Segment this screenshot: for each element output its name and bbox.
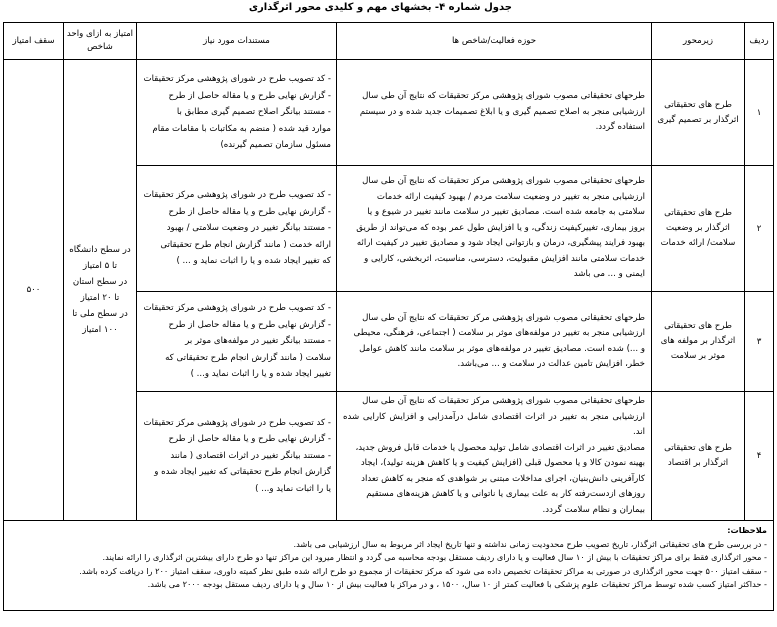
score-line: تا ۲۰ امتیاز [80,293,120,303]
docs-line: مسئول سازمان تصمیم گیرنده) [220,140,331,151]
docs-line: - مستند بیانگر تغییر در اثرات اقتصادی ( مانند [170,450,331,461]
area-line: خدمات سلامتی مانند افزایش مقبولیت، دسترسی، مناسبت، اثربخشی، کارایی و [364,253,645,264]
area-line: ارزشیابی منجر به اصلاح تصمیم گیری و یا ابلاغ تصمیمات جدید شده و در سیستم [359,106,645,117]
docs-line: گزارش انجام طرح تحقیقاتی که تغییر ایجاد شده و [154,467,331,478]
docs-line: - گزارش نهایی طرح و یا مقاله حاصل از طرح [168,319,331,330]
area-line: بهینه نمودن کالا و یا محصول قبلی (افزایش کیفیت و یا کاهش هزینه تولید)، ایجاد [360,458,645,468]
area-line: بروز بیماری، تغییرکیفیت زندگی، و یا افزایش طول عمر بوده که می‌تواند از طریق [356,222,645,233]
sub-axis-cell: طرح های تحقیقاتی اثرگذار بر اقتصاد [652,392,745,521]
docs-line: - کد تصویب طرح در شورای پژوهشی مرکز تحقیقات [143,74,331,85]
note-item: - محور اثرگذاری فقط برای مراکز تحقیقات با بیش از ۱۰ سال فعالیت و یا دارای ردیف مستقل بودجه محاسبه می گردد و انتظار میرود این مراکز تنها دو طرح دارای بیشترین اثرگذاری را ارائه نمایند. [102,552,767,563]
row-number: ۱ [745,60,774,166]
docs-line: - مستند بیانگر تغییر در مولفه‌های موثر بر [185,336,331,347]
docs-line: - کد تصویب طرح در شورای پژوهشی مرکز تحقیقات [143,190,331,201]
area-line: سلامتی به جامعه شده است. مصادیق تغییر در سلامت مانند تغییر در شیوع و یا [367,207,645,218]
sub-axis-cell: طرح های تحقیقاتی اثرگذار بر مولفه های موثر بر سلامت [652,292,745,392]
area-line: و ...) شده است. مصادیق تغییر در مولفه‌های موثر بر سلامت مانند کاهش عوامل [359,343,645,354]
docs-line: - کد تصویب طرح در شورای پژوهشی مرکز تحقیقات [143,417,331,428]
row-number: ۲ [745,166,774,292]
table-row [4,60,774,166]
area-line: بهبود فرایند پیشگیری، درمان و بازتوانی ایجاد شود و مصادیق تغییر در کیفیت ارائه [356,238,645,249]
row-number: ۴ [745,392,774,521]
header-sub-axis: زیرمحور [652,23,745,60]
row-number: ۳ [745,292,774,392]
area-line: ارزشیابی منجر به تغییر در مولفه‌های موثر بر سلامت ( اجتماعی، فرهنگی، محیطی [353,328,645,338]
area-line: ارزشیابی منجر به تغییر در وضعیت سلامت مردم / بهبود کیفیت ارائه خدمات [376,191,645,202]
required-docs-cell [137,166,337,292]
docs-line: - مستند بیانگر اصلاح تصمیم گیری مطابق با [176,107,331,118]
score-line: در سطح دانشگاه [69,245,131,255]
criteria-table [3,22,774,611]
docs-line: تغییر ایجاد شده و یا را اثبات نماید و... ) [190,369,331,380]
notes-cell [4,521,774,611]
area-line: خطر، افزایش تامین عدالت در سلامت و ... می‌باشد. [457,359,645,369]
area-line: طرحهای تحقیقاتی مصوب شورای پژوهشی مرکز تحقیقات که نتایج آن طی سال [362,91,645,102]
sub-axis-cell: طرح های تحقیقاتی اثرگذار بر وضعیت سلامت/ ارائه خدمات [652,166,745,292]
docs-line: ارائه خدمت ( مانند گزارش انجام طرح تحقیقاتی [160,239,331,250]
docs-line: موارد قید شده ( منضم به مکاتبات با مقامات مقام [152,123,331,134]
docs-line: سلامت ( مانند گزارش انجام طرح تحقیقاتی که [165,352,331,363]
table-title: جدول شماره ۴- بخشهای مهم و کلیدی محور اثرگذاری [248,2,512,13]
score-line: در سطح ملی تا [72,309,128,319]
docs-line: - کد تصویب طرح در شورای پژوهشی مرکز تحقیقات [143,303,331,314]
docs-line: که تغییر ایجاد شده و یا را اثبات نماید و ... ) [176,256,331,267]
header-row-number: ردیف [745,23,774,60]
note-item: - سقف امتیاز ۵۰۰ جهت محور اثرگذاری در صورتی به مراکز تحقیقات تخصیص داده می شود که مرکز تحقیقات از مجموع دو طرح ارائه شده طبق نظر کمیته داوری، سقف امتیاز ۲۰۰ را دریافت کرده باشد. [79,565,767,576]
area-line: بیماران و نظام سلامت گردد. [542,504,645,515]
activity-area-cell [337,292,652,392]
sub-axis-cell: طرح های تحقیقاتی اثرگذار بر تصمیم گیری [652,60,745,166]
note-item: - حداکثر امتیاز کسب شده توسط مراکز تحقیقات علوم پزشکی با فعالیت کمتر از ۱۰ سال، ۱۵۰۰ ، و در مراکز با فعالیت بیش از ۱۰ سال و یا دارای ردیف مستقل بودجه ۲۰۰۰ می باشد. [147,579,767,590]
max-score-cell: ۵۰۰ [4,60,64,521]
notes-row [4,521,774,611]
area-line: کارآفرینی دانش‌بنیان، اجرای مداخلات مبتنی بر شواهدی که منجر به کاهش تعداد [361,473,645,484]
header-required-docs: مستندات مورد نیاز [137,23,337,60]
activity-area-cell [337,60,652,166]
unit-score-cell [64,60,137,521]
activity-area-cell [337,392,652,521]
docs-line: - گزارش نهایی طرح و یا مقاله حاصل از طرح [168,206,331,217]
area-line: طرحهای تحقیقاتی مصوب شورای پژوهشی مرکز تحقیقات که نتایج آن طی سال [362,176,645,187]
header-activity-area: حوزه فعالیت/شاخص ها [337,23,652,60]
area-line: ایمنی و ... می باشد [573,269,645,280]
activity-area-cell [337,166,652,292]
notes-heading: ملاحظات: [727,525,767,535]
area-line: روزهای ازدست‌رفته کار به علت بیماری یا ناتوانی و یا کاهش هزینه‌های مستقیم [366,489,645,499]
area-line: استفاده گردد. [595,122,645,133]
required-docs-cell [137,292,337,392]
docs-line: - گزارش نهایی طرح و یا مقاله حاصل از طرح [168,434,331,445]
score-line: ۱۰۰ امتیاز [82,325,118,335]
docs-line: - مستند بیانگر تغییر در وضعیت سلامتی / بهبود [166,223,331,234]
docs-line: - گزارش نهایی طرح و یا مقاله حاصل از طرح [168,90,331,101]
area-line: طرحهای تحقیقاتی مصوب شورای پژوهشی مرکز تحقیقات که نتایج آن طی سال [362,396,645,406]
note-item: - در بررسی طرح های تحقیقاتی اثرگذار، تاریخ تصویب طرح محدودیت زمانی نداشته و تنها تاریخ ایجاد اثر مربوط به سال ارزشیابی می باشد. [293,538,767,549]
area-line: طرحهای تحقیقاتی مصوب شورای پژوهشی مرکز تحقیقات که نتایج آن طی سال [362,312,645,323]
area-line: مصادیق تغییر در اثرات اقتصادی شامل تولید محصول یا خدمات قابل فروش جدید، [355,442,645,453]
header-unit-score: امتیاز به ازای واحد شاخص [64,23,137,60]
docs-line: یا را اثبات نماید و... ) [255,483,331,494]
score-line: در سطح استان [72,277,128,287]
area-line: ارزشیابی منجر به تغییر در اثرات اقتصادی شامل درآمدزایی و افزایش کارایی شده اند. [343,411,645,437]
header-max-score: سقف امتیاز [4,23,64,60]
header-row [4,23,774,60]
required-docs-cell [137,392,337,521]
required-docs-cell [137,60,337,166]
score-line: تا ۵ امتیاز [82,261,118,271]
